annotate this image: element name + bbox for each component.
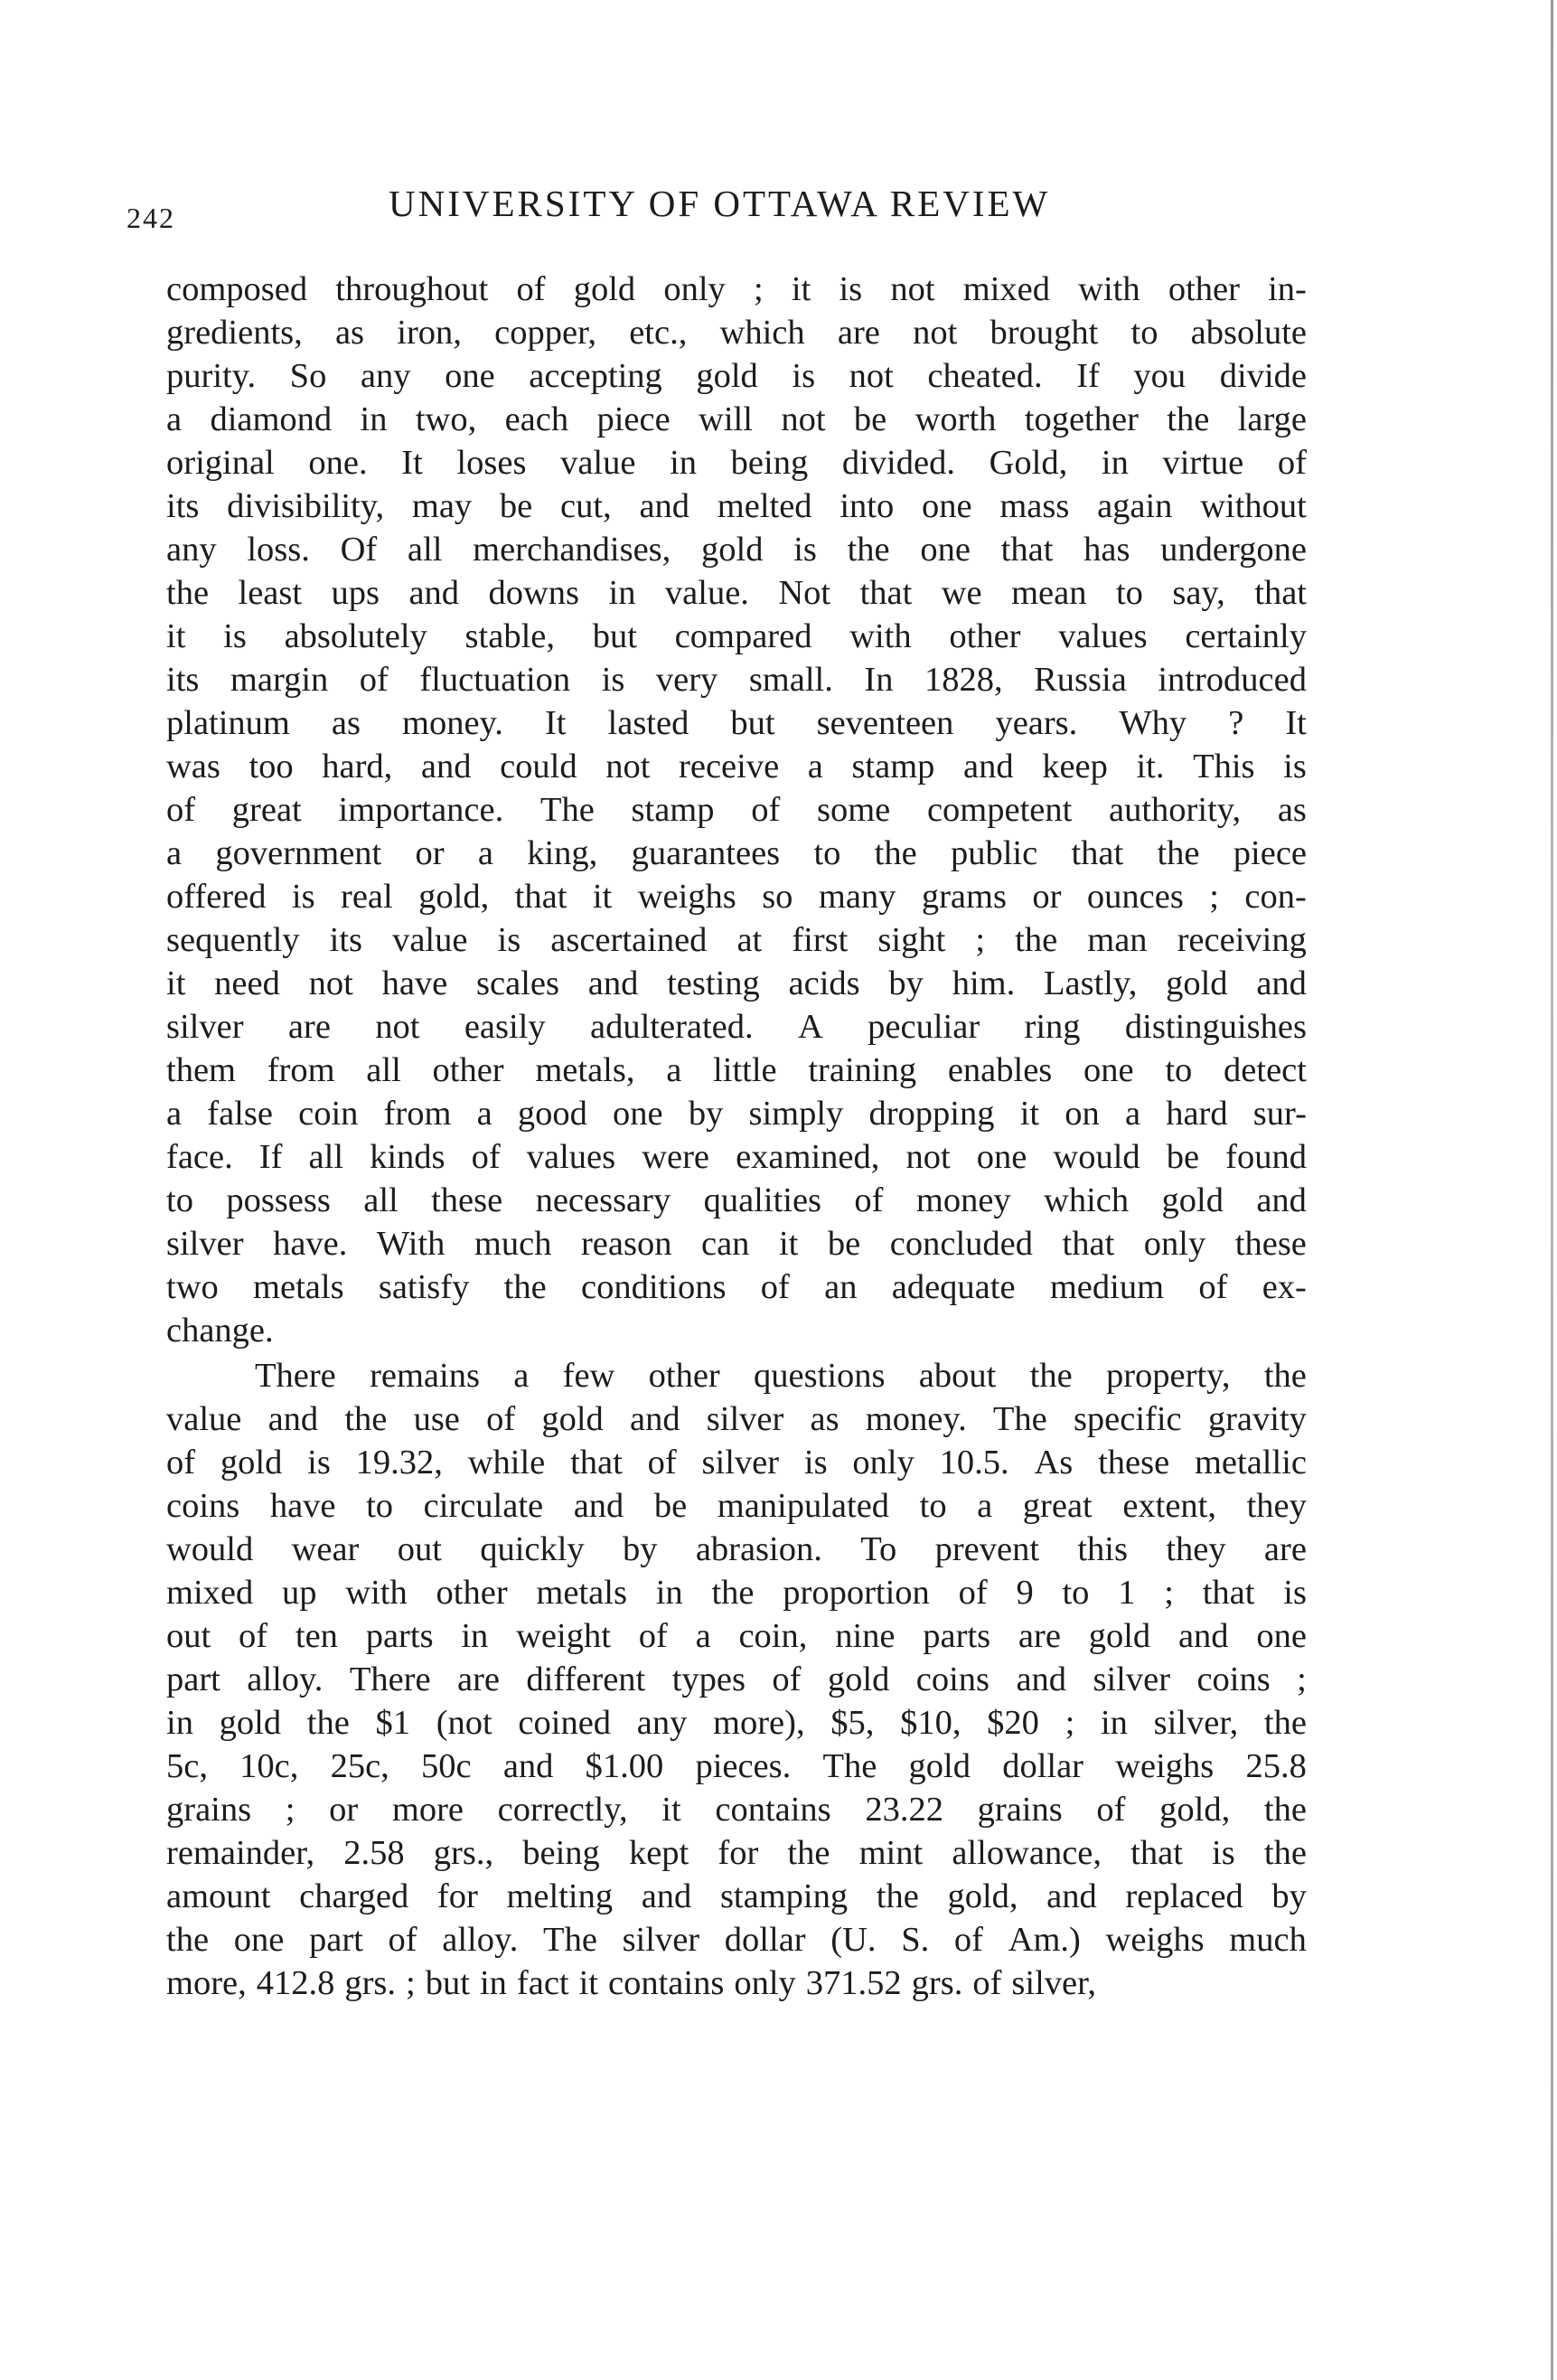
text-line: change. (166, 1312, 274, 1350)
text-line: part alloy. There are different types of gold coins and silver coins ; (166, 1660, 1307, 1698)
text-line: grains ; or more correctly, it contains 23.22 grains of gold, the (166, 1791, 1307, 1829)
text-line: There remains a few other questions about the property, the (255, 1357, 1307, 1395)
text-line: out of ten parts in weight of a coin, nine parts are gold and one (166, 1617, 1307, 1655)
text-line: purity. So any one accepting gold is not cheated. If you divide (166, 357, 1307, 395)
body-text (166, 268, 1307, 2005)
text-line: a false coin from a good one by simply dropping it on a hard sur- (166, 1095, 1307, 1133)
text-line: it need not have scales and testing acids by him. Lastly, gold and (166, 964, 1307, 1002)
text-line: any loss. Of all merchandises, gold is the one that has undergone (166, 531, 1307, 569)
text-line: silver are not easily adulterated. A peculiar ring distinguishes (166, 1008, 1307, 1046)
text-line: its divisibility, may be cut, and melted into one mass again without (166, 487, 1307, 525)
text-line: a diamond in two, each piece will not be worth together the large (166, 400, 1307, 438)
paragraph (166, 1354, 1307, 2005)
text-line: offered is real gold, that it weighs so many grams or ounces ; con- (166, 878, 1307, 916)
text-line: platinum as money. It lasted but seventeen years. Why ? It (166, 704, 1307, 742)
paragraph (166, 268, 1307, 1352)
text-line: composed throughout of gold only ; it is not mixed with other in- (166, 270, 1307, 308)
text-line: coins have to circulate and be manipulated to a great extent, they (166, 1487, 1307, 1525)
text-line: gredients, as iron, copper, etc., which are not brought to absolute (166, 314, 1307, 352)
text-line: in gold the $1 (not coined any more), $5, $10, $20 ; in silver, the (166, 1704, 1307, 1742)
text-line: them from all other metals, a little training enables one to detect (166, 1051, 1307, 1089)
page-number: 242 (127, 202, 175, 234)
text-line: of gold is 19.32, while that of silver is only 10.5. As these metallic (166, 1444, 1307, 1482)
text-line: remainder, 2.58 grs., being kept for the mint allowance, that is the (166, 1834, 1307, 1872)
text-line: a government or a king, guarantees to the public that the piece (166, 834, 1307, 872)
text-line: would wear out quickly by abrasion. To prevent this they are (166, 1530, 1307, 1568)
text-line: silver have. With much reason can it be concluded that only these (166, 1225, 1307, 1263)
text-line: mixed up with other metals in the proportion of 9 to 1 ; that is (166, 1574, 1307, 1612)
page-header (127, 176, 1319, 240)
text-line: amount charged for melting and stamping the gold, and replaced by (166, 1877, 1307, 1915)
text-line: sequently its value is ascertained at first sight ; the man receiving (166, 921, 1307, 959)
text-line: it is absolutely stable, but compared with other values certainly (166, 617, 1307, 655)
text-line: original one. It loses value in being divided. Gold, in virtue of (166, 444, 1307, 482)
running-head: UNIVERSITY OF OTTAWA REVIEW (389, 183, 1051, 224)
text-line: 5c, 10c, 25c, 50c and $1.00 pieces. The gold dollar weighs 25.8 (166, 1747, 1307, 1785)
text-line: two metals satisfy the conditions of an adequate medium of ex- (166, 1268, 1307, 1306)
text-line: the least ups and downs in value. Not that we mean to say, that (166, 574, 1307, 612)
text-line: the one part of alloy. The silver dollar (U. S. of Am.) weighs much (166, 1921, 1307, 1959)
text-line: to possess all these necessary qualities of money which gold and (166, 1181, 1307, 1219)
text-line: face. If all kinds of values were examined, not one would be found (166, 1138, 1307, 1176)
text-line: its margin of fluctuation is very small. In 1828, Russia introduced (166, 661, 1307, 699)
text-line: more, 412.8 grs. ; but in fact it contains only 371.52 grs. of silver, (166, 1964, 1097, 2002)
text-line: of great importance. The stamp of some competent authority, as (166, 791, 1307, 829)
page-edge (1551, 0, 1553, 2380)
text-line: was too hard, and could not receive a stamp and keep it. This is (166, 748, 1307, 785)
text-line: value and the use of gold and silver as money. The specific gravity (166, 1400, 1307, 1438)
